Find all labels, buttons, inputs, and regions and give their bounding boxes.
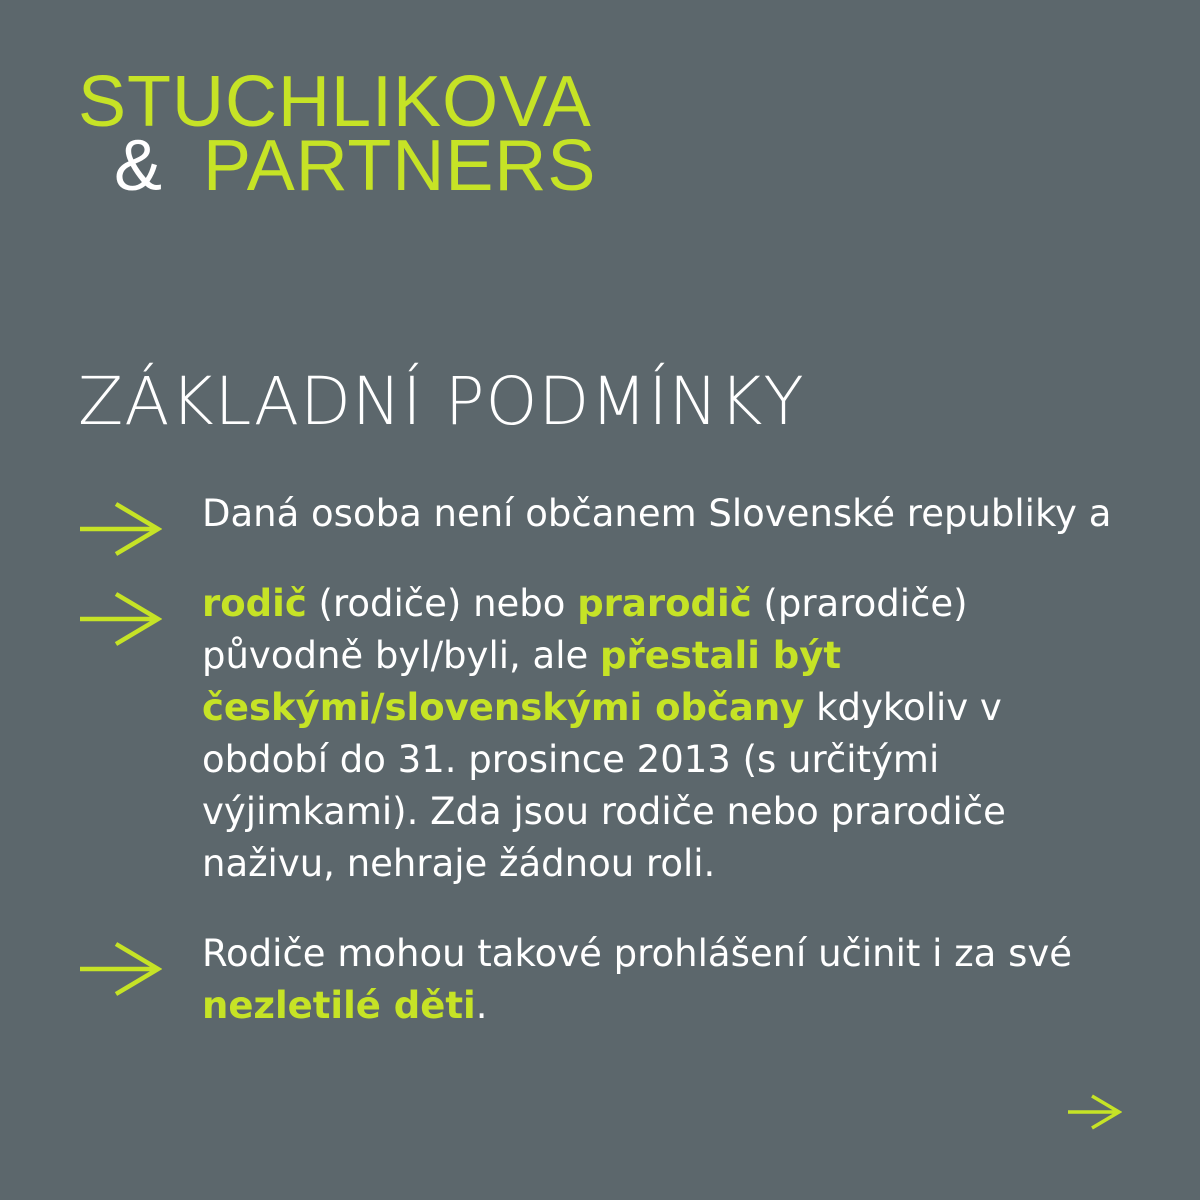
logo (78, 62, 597, 206)
highlight-text: přestali být českými/slovenskými občany (202, 634, 842, 729)
text-segment: Rodiče mohou takové prohlášení učinit i za své (202, 932, 1073, 975)
arrow-right-icon (78, 500, 162, 558)
logo-line-1: STUCHLIKOVA (78, 62, 592, 142)
text-segment: (rodiče) nebo (306, 582, 578, 625)
arrow-right-icon (78, 940, 162, 998)
highlight-text: prarodič (577, 582, 752, 625)
logo-line-2 (78, 126, 597, 206)
bullet-item (78, 488, 1138, 540)
bullet-text (202, 578, 1138, 890)
highlight-text: nezletilé děti (202, 984, 476, 1027)
page-title: ZÁKLADNÍ PODMÍNKY (78, 363, 805, 440)
bullet-text (202, 928, 1138, 1032)
bullet-text (202, 488, 1138, 540)
logo-ampersand: & (114, 126, 164, 206)
next-arrow-icon[interactable] (1066, 1092, 1122, 1132)
highlight-text: rodič (202, 582, 307, 625)
text-segment: (prarodiče) původně byl/byli, ale (202, 582, 968, 677)
arrow-right-icon (78, 590, 162, 648)
bullet-list (78, 488, 1138, 1070)
text-segment: kdykoliv v období do 31. prosince 2013 (s určitými výjimkami). Zda jsou rodiče nebo prarodiče naživu, nehraje žádnou roli. (202, 686, 1006, 885)
text-segment: Daná osoba není občanem Slovenské republiky a (202, 492, 1112, 535)
logo-partners: PARTNERS (203, 126, 597, 206)
bullet-item (78, 578, 1138, 890)
bullet-item (78, 928, 1138, 1032)
text-segment: . (475, 984, 488, 1027)
